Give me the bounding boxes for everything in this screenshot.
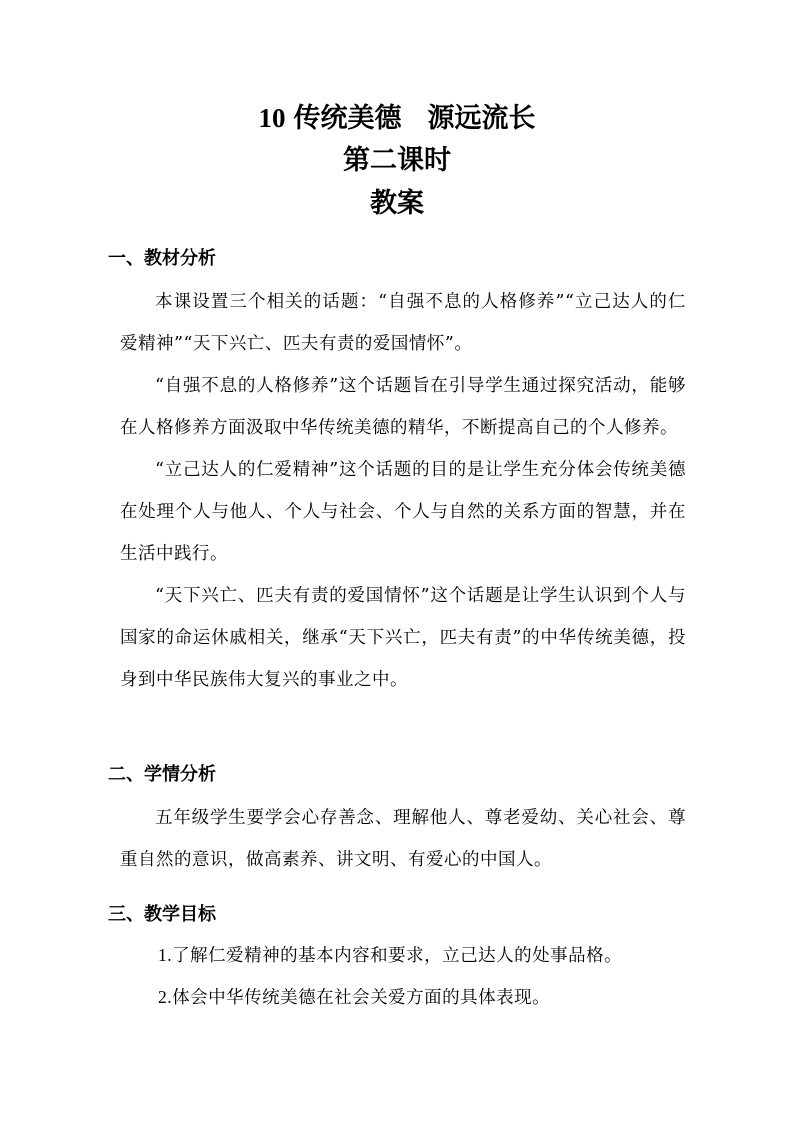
paragraph: “自强不息的人格修养”这个话题旨在引导学生通过探究活动，能够在人格修养方面汲取中华传统美德的精华，不断提高自己的个人修养。 — [120, 376, 686, 438]
section-heading-teaching-goals: 三、教学目标 — [108, 904, 216, 925]
section-body-student-analysis — [120, 797, 686, 881]
paragraph: “天下兴亡、匹夫有责的爱国情怀”这个话题是让学生认识到个人与国家的命运休戚相关，继承“天下兴亡，匹夫有责”的中华传统美德，投身到中华民族伟大复兴的事业之中。 — [120, 586, 686, 690]
section-body-textbook-analysis — [120, 281, 686, 701]
paragraph: “立己达人的仁爱精神”这个话题的目的是让学生充分体会传统美德在处理个人与他人、个人与社会、个人与自然的关系方面的智慧，并在生活中践行。 — [120, 460, 686, 564]
goal-item: 2.体会中华传统美德在社会关爱方面的具体表现。 — [158, 987, 551, 1008]
lesson-title — [0, 98, 794, 139]
section-heading-textbook-analysis: 一、教材分析 — [108, 248, 216, 269]
lesson-plan-label: 教案 — [370, 188, 424, 219]
goal-item: 1.了解仁爱精神的基本内容和要求，立己达人的处事品格。 — [158, 945, 623, 966]
lesson-period: 第二课时 — [343, 145, 451, 176]
section-heading-student-analysis: 二、学情分析 — [108, 764, 216, 785]
lesson-number: 10 — [258, 103, 286, 133]
paragraph: 本课设置三个相关的话题：“自强不息的人格修养”“立己达人的仁爱精神”“天下兴亡、匹夫有责的爱国情怀”。 — [120, 292, 686, 354]
lesson-title-part1: 传统美德 — [293, 103, 402, 134]
paragraph: 五年级学生要学会心存善念、理解他人、尊老爱幼、关心社会、尊重自然的意识，做高素养、讲文明、有爱心的中国人。 — [120, 808, 686, 870]
lesson-title-part2: 源远流长 — [427, 103, 536, 134]
